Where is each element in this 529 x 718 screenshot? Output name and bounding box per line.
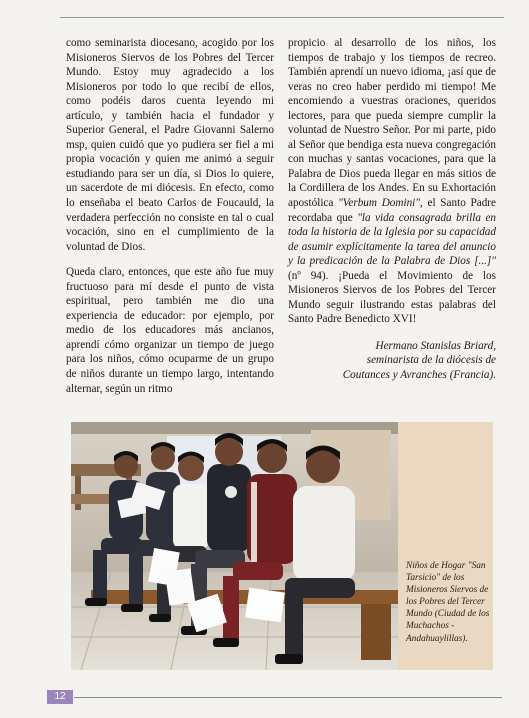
page-number: 12	[47, 690, 73, 704]
left-column	[66, 36, 274, 407]
author-name: Hermano Stanislas Briard,	[375, 339, 496, 352]
photo-caption-panel	[398, 422, 493, 670]
right-quote-body: "la vida consagrada brilla en toda la historia de la Iglesia por su capacidad de asumir explícitamente la tarea del anuncio y la predicación de la Palabra de Dios [...]"	[288, 211, 497, 268]
right-text-a: propicio al desarrollo de los niños, los tiempos de trabajo y los tiempos de recreo. También aprendí un nuevo idioma, ¡así que de veras no creo haber perdido mi tiempo! Me encomiendo a vuestras oraciones, queridos lectores, para que pueda siempre cumplir la voluntad de Nuestro Señor. Por mi parte, pido al Señor que bendiga esta nueva congregación con muchas y santas vocaciones, para que la Palabra de Dios pueda llegar en más sitios de la Cordillera de los Andes. En su Exhortación apostólica	[288, 37, 496, 210]
right-text-e: (nº 94). ¡Pueda el Movimiento de los Misioneros Siervos de los Pobres del Tercer Mundo seguir ilustrando estas palabras del Santo Padre Benedicto XVI!	[288, 269, 496, 326]
right-quote-title: "Verbum Domini"	[338, 197, 420, 210]
children-photo	[71, 422, 398, 670]
author-role: seminarista de la diócesis de	[366, 354, 496, 367]
footer-divider	[74, 697, 502, 698]
right-paragraph	[288, 36, 496, 327]
author-signature	[288, 339, 496, 383]
children-photo-illustration	[71, 422, 398, 670]
right-text-c: , el Santo Padre recordaba que	[288, 197, 496, 224]
top-divider	[60, 17, 504, 18]
left-paragraph-1: como seminarista diocesano, acogido por los Misioneros Siervos de los Pobres del Tercer Mundo. Estoy muy agradecido a los Misioneros por todo lo que recibí de ellos, como podéis daros cuenta leyendo mi artículo, y también hacia el fundador y Superior General, el Padre Giovanni Salerno msp, quien cuidó que yo pudiera ser fiel a mi propia vocación y quien me animó a seguir estudiando para ser un día, si Dios lo quiere, un sacerdote de mi diócesis. En efecto, como lo enseñaba el beato Carlos de Foucauld, la verdadera perfección no consiste en tal o cual vocación, sino en el cumplimiento de la voluntad de Dios.	[66, 37, 274, 253]
photo-caption: Niños de Hogar "San Tarsicio" de los Misioneros Siervos de los Pobres del Tercer Mundo (Ciudad de los Muchachos - Andahuaylillas).	[406, 561, 490, 644]
author-diocese: Coutances y Avranches (Francia).	[342, 369, 496, 382]
left-paragraph-2: Queda claro, entonces, que este año fue muy fructuoso para mí desde el punto de vista espiritual, pero también me dio una experiencia de educador: por ejemplo, por medio de los educadores más ancianos, aprendí cómo organizar un tiempo de juego para los niños, cómo ocuparme de un grupo de niños durante un tiempo largo, intentando alternar, según un ritmo	[66, 266, 274, 395]
right-column	[288, 36, 496, 383]
